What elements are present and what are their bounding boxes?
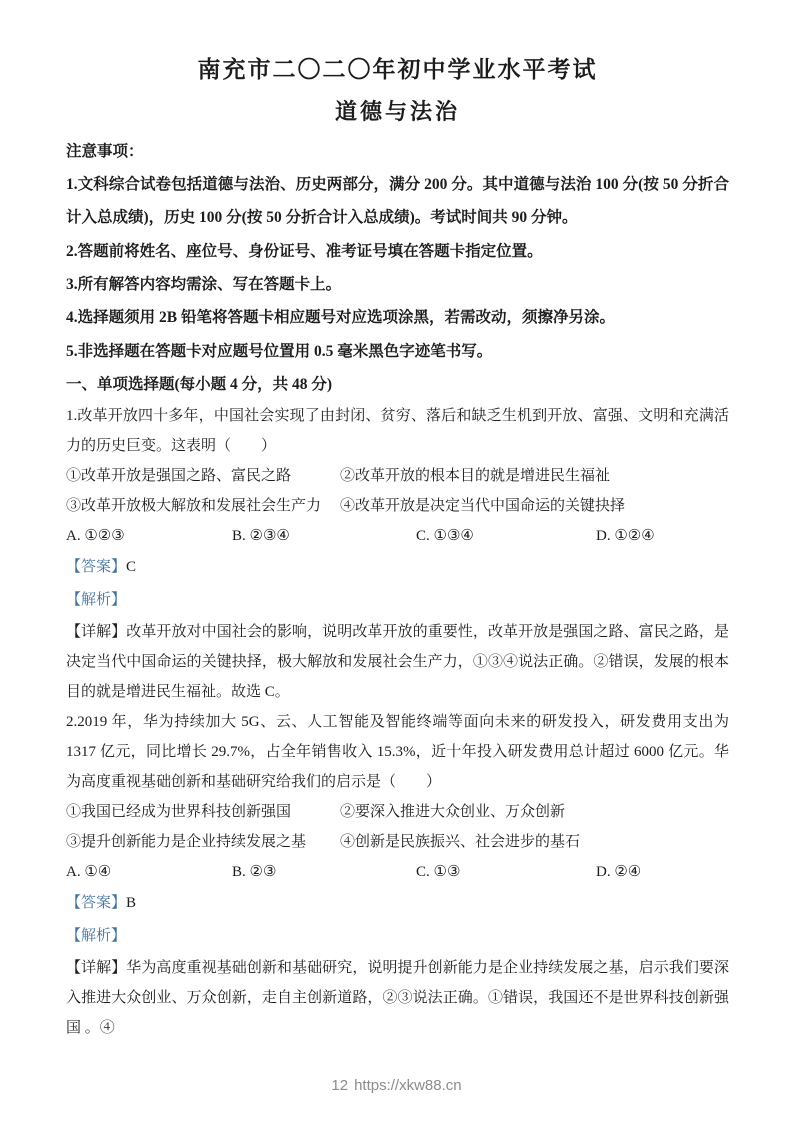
detail-label: 【详解】	[66, 960, 127, 977]
statement-1: ①改革开放是强国之路、富民之路	[66, 468, 292, 485]
question-2-statement-row-2	[66, 827, 729, 857]
question-2-statement-row-1	[66, 797, 729, 827]
question-1-options-row	[66, 521, 729, 551]
answer-value: B	[126, 895, 137, 912]
notice-item-4: 4.选择题须用 2B 铅笔将答题卡相应题号对应选项涂黑，若需改动，须擦净另涂。	[66, 309, 615, 327]
option-b: B. ②③	[232, 864, 277, 881]
option-c: C. ①③	[416, 864, 461, 881]
statement-2: ②要深入推进大众创业、万众创新	[340, 804, 566, 821]
question-1-statement-row-2	[66, 491, 729, 521]
question-1-block	[66, 401, 729, 707]
question-2-answer-line	[66, 887, 729, 920]
notice-item-2: 2.答题前将姓名、座位号、身份证号、准考证号填在答题卡指定位置。	[66, 242, 543, 260]
question-1-analysis-line	[66, 584, 729, 617]
question-2-stem: 2.2019 年，华为持续加大 5G、云、人工智能及智能终端等面向未来的研发投入，研发费用支出为 1317 亿元，同比增长 29.7%，占全年销售收入 15.3%，近十年投入研发费用总计超过 6000 亿元。华为高度重视基础创新和基础研究给我们的启示是（ ）	[66, 714, 729, 791]
footer-url: https://xkw88.cn	[354, 1077, 462, 1094]
question-1-stem: 1.改革开放四十多年，中国社会实现了由封闭、贫穷、落后和缺乏生机到开放、富强、文明和充满活力的历史巨变。这表明（ ）	[66, 408, 729, 455]
question-2-analysis-line	[66, 920, 729, 953]
page-footer	[0, 1077, 793, 1094]
notice-item-3: 3.所有解答内容均需涂、写在答题卡上。	[66, 275, 342, 293]
question-1-statement-row-1	[66, 461, 729, 491]
notice-section	[66, 135, 729, 368]
option-d: D. ①②④	[596, 528, 655, 545]
statement-3: ③改革开放极大解放和发展社会生产力	[66, 498, 322, 515]
notice-item-5: 5.非选择题在答题卡对应题号位置用 0.5 毫米黑色字迹笔书写。	[66, 342, 493, 360]
question-2-detail	[66, 953, 729, 1043]
statement-1: ①我国已经成为世界科技创新强国	[66, 804, 292, 821]
question-2-block	[66, 707, 729, 1043]
statement-4: ④改革开放是决定当代中国命运的关键抉择	[340, 498, 626, 515]
page-subtitle: 道德与法治	[334, 99, 460, 125]
page-title: 南充市二〇二〇年初中学业水平考试	[197, 57, 598, 82]
question-2-options-row	[66, 857, 729, 887]
detail-text: 改革开放对中国社会的影响，说明改革开放的重要性，改革开放是强国之路、富民之路，是决定当代中国命运的关键抉择，极大解放和发展社会生产力，①③④说法正确。②错误，发展的根本目的就是增进民生福祉。故选 C。	[66, 624, 729, 701]
statement-4: ④创新是民族振兴、社会进步的基石	[340, 834, 581, 851]
option-c: C. ①③④	[416, 528, 474, 545]
analysis-label: 【解析】	[66, 592, 127, 609]
analysis-label: 【解析】	[66, 928, 127, 945]
option-b: B. ②③④	[232, 528, 290, 545]
answer-label: 【答案】	[66, 895, 127, 912]
detail-text: 华为高度重视基础创新和基础研究，说明提升创新能力是企业持续发展之基，启示我们要深入推进大众创业、万众创新，走自主创新道路，②③说法正确。①错误，我国还不是世界科技创新强国 。④	[66, 960, 729, 1037]
option-d: D. ②④	[596, 864, 642, 881]
option-a: A. ①④	[66, 864, 112, 881]
detail-label: 【详解】	[66, 624, 127, 641]
statement-3: ③提升创新能力是企业持续发展之基	[66, 834, 307, 851]
question-1-detail	[66, 617, 729, 707]
notice-item-1: 1.文科综合试卷包括道德与法治、历史两部分，满分 200 分。其中道德与法治 100 分(按 50 分折合计入总成绩)，历史 100 分(按 50 分折合计入总成绩)。考试时间共 90 分钟。	[66, 175, 729, 227]
section-heading: 一、单项选择题(每小题 4 分，共 48 分)	[66, 375, 333, 393]
answer-value: C	[126, 559, 137, 576]
answer-label: 【答案】	[66, 559, 127, 576]
footer-page-number: 12	[331, 1077, 349, 1094]
question-1-answer-line	[66, 551, 729, 584]
option-a: A. ①②③	[66, 528, 125, 545]
statement-2: ②改革开放的根本目的就是增进民生福祉	[340, 468, 611, 485]
notice-heading: 注意事项：	[66, 142, 144, 160]
